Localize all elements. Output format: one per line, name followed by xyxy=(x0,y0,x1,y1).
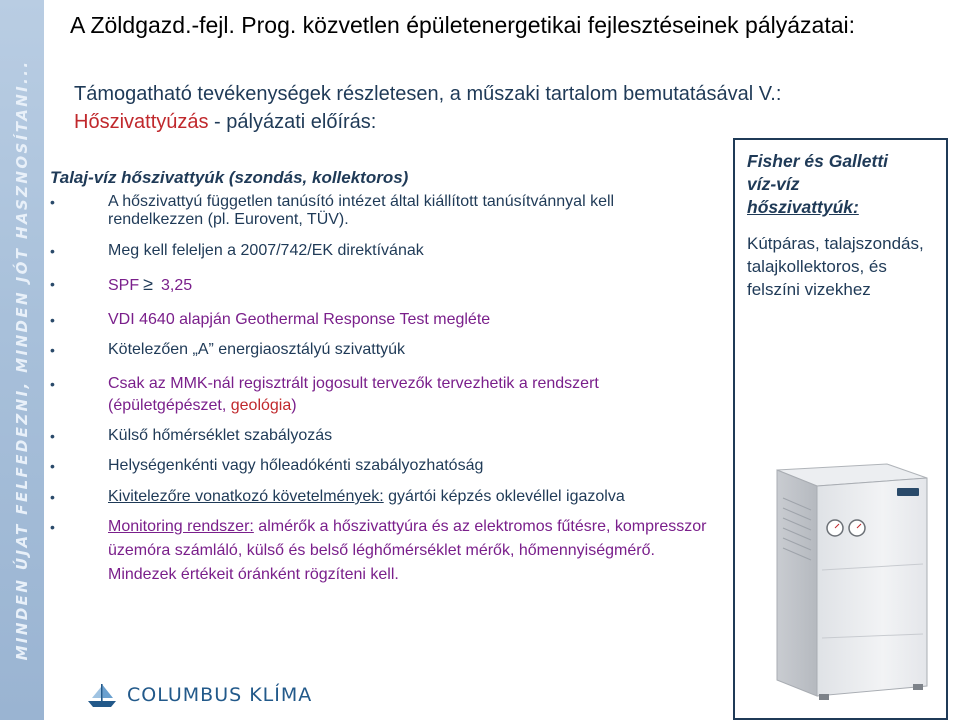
list-item xyxy=(50,455,710,477)
list-item xyxy=(50,485,710,509)
list-item-text: almérők a hőszivattyúra és az elektromos fűtésre, kompresszor üzemóra számláló, külső és belső léghőmérséklet mérők, hőmennyiségmérő. Mindezek értékeit óránként rögzíteni kell. xyxy=(108,518,707,583)
info-box-title xyxy=(747,150,942,219)
list-item-text: Kötelezően „A” energiaosztályú szivattyúk xyxy=(108,341,406,358)
section-heading: Talaj-víz hőszivattyúk (szondás, kollektoros) xyxy=(50,168,409,187)
logo-text: COLUMBUS KLÍMA xyxy=(127,684,313,706)
list-item xyxy=(50,339,710,361)
list-item xyxy=(50,425,710,447)
list-item-text: VDI 4640 alapján Geothermal Response Test megléte xyxy=(108,311,491,328)
info-box-title-line-3: hőszivattyúk: xyxy=(747,197,859,217)
heat-pump-unit-image xyxy=(747,458,939,708)
list-item xyxy=(50,515,710,587)
list-item-text: Helységenkénti vagy hőleadókénti szabályozhatóság xyxy=(108,457,484,474)
slide-subtitle xyxy=(74,80,934,136)
info-box-title-line-1: Fisher és Galletti xyxy=(747,151,889,171)
list-item-underlined: Kivitelezőre vonatkozó követelmények: xyxy=(108,488,384,505)
list-item-text: Meg kell feleljen a 2007/742/EK direktívának xyxy=(108,242,424,259)
subtitle-line-1: Támogatható tevékenységek részletesen, a műszaki tartalom bemutatásával V.: xyxy=(74,83,782,105)
list-item-text: A hőszivattyú független tanúsító intézet által kiállított tanúsítvánnyal kell rendelkezzen (pl. Eurovent, TÜV). xyxy=(108,193,615,228)
info-box-body: Kútpáras, talajszondás, talajkollektoros, és felszíni vizekhez xyxy=(747,234,924,299)
list-item xyxy=(50,273,710,297)
subtitle-line-2 xyxy=(74,108,934,136)
company-logo xyxy=(85,680,312,710)
list-item-text: gyártói képzés oklevéllel igazolva xyxy=(383,488,625,505)
requirements-list xyxy=(50,193,710,587)
list-item-text: Csak az MMK-nál regisztrált jogosult tervezők tervezhetik a rendszert (épületgépészet, xyxy=(108,375,599,414)
product-info-box xyxy=(733,138,948,720)
list-item xyxy=(50,193,710,229)
greater-equal-symbol: ≥ xyxy=(143,274,154,294)
subtitle-line-2-rest: - pályázati előírás: xyxy=(208,111,377,133)
list-item-highlight: geológia xyxy=(230,397,292,414)
side-motto: MINDEN ÚJAT FELFEDEZNI, MINDEN JÓT HASZNOSÍTANI... xyxy=(13,59,31,661)
list-item xyxy=(50,241,710,261)
spf-label: SPF xyxy=(108,277,140,294)
side-decorative-strip xyxy=(0,0,44,720)
info-box-title-line-2: víz-víz xyxy=(747,174,800,194)
list-item xyxy=(50,309,710,331)
list-item-text-end: ) xyxy=(291,397,297,414)
list-item-underlined: Monitoring rendszer: xyxy=(108,518,254,535)
slide-title: A Zöldgazd.-fejl. Prog. közvetlen épületenergetikai fejlesztéseinek pályázatai: xyxy=(70,12,856,38)
ship-logo-icon xyxy=(85,681,119,709)
list-item xyxy=(50,373,710,417)
subtitle-highlight: Hőszivattyúzás xyxy=(74,111,209,133)
list-item-text: Külső hőmérséklet szabályozás xyxy=(108,427,333,444)
spf-value: 3,25 xyxy=(161,277,193,294)
